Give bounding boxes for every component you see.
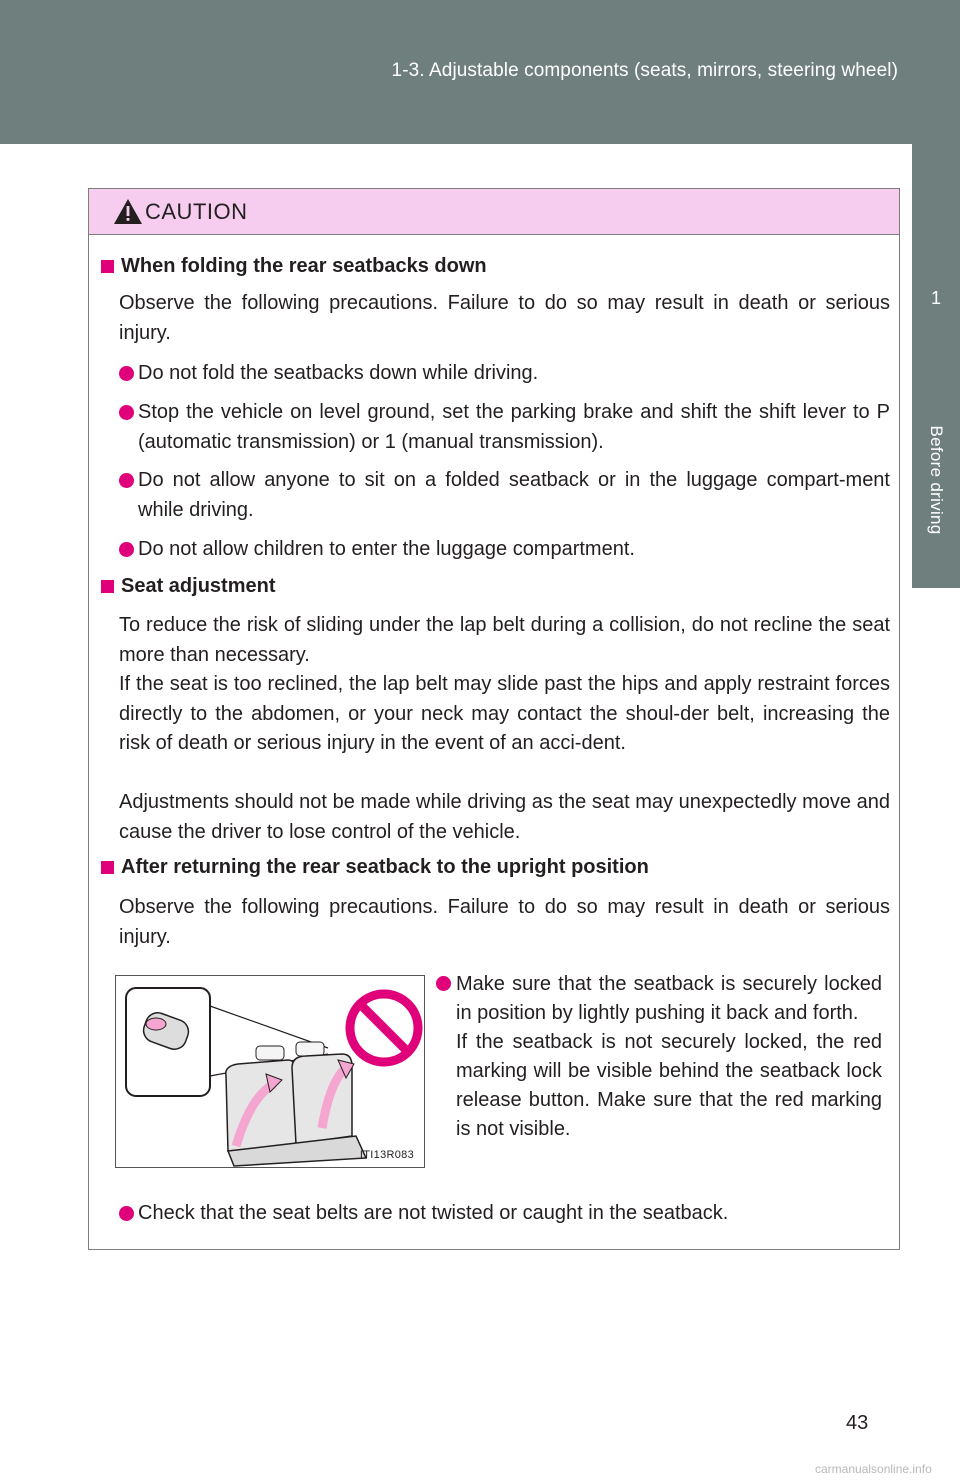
- list-item: Do not fold the seatbacks down while driving.: [119, 359, 890, 389]
- section-heading-folding: When folding the rear seatbacks down: [101, 255, 487, 278]
- bullet-dot-icon: [119, 1206, 134, 1221]
- square-bullet-icon: [101, 861, 114, 874]
- section-heading-seat-adjustment: Seat adjustment: [101, 575, 275, 598]
- bullet-dot-icon: [119, 542, 134, 557]
- warning-triangle-icon: [113, 198, 143, 225]
- list-item: Make sure that the seatback is securely locked in position by lightly pushing it back and forth. If the seatback is not securely locked, the red marking will be visible behind the seatback lock release button. Make sure that the red marking is not visible.: [436, 970, 882, 1144]
- bullet-dot-icon: [119, 366, 134, 381]
- bullet-dot-icon: [436, 976, 451, 991]
- list-item: Check that the seat belts are not twisted or caught in the seatback.: [119, 1199, 890, 1229]
- section-heading-upright: After returning the rear seatback to the upright position: [101, 856, 649, 879]
- seat-adjustment-text-3: Adjustments should not be made while driving as the seat may unexpectedly move and cause the driver to lose control of the vehicle.: [119, 791, 890, 843]
- page-number: 43: [846, 1412, 869, 1434]
- square-bullet-icon: [101, 580, 114, 593]
- seat-adjustment-text-1: To reduce the risk of sliding under the lap belt during a collision, do not recline the seat more than necessary.: [119, 614, 890, 666]
- list-item: Stop the vehicle on level ground, set the parking brake and shift the shift lever to P (automatic transmission) or 1 (manual transmission).: [119, 398, 890, 457]
- side-tab-number: 1: [930, 288, 941, 308]
- watermark: carmanualsonline.info: [815, 1462, 932, 1476]
- seatback-illustration: [115, 975, 425, 1168]
- side-tab-label: Before driving: [927, 425, 946, 535]
- folding-intro: Observe the following precautions. Failure to do so may result in death or serious injury.: [119, 292, 890, 344]
- upright-intro: Observe the following precautions. Failure to do so may result in death or serious injury.: [119, 896, 890, 948]
- square-bullet-icon: [101, 260, 114, 273]
- bullet-dot-icon: [119, 473, 134, 488]
- section-title: 1-3. Adjustable components (seats, mirrors, steering wheel): [391, 60, 898, 81]
- seat-adjustment-text-2: If the seat is too reclined, the lap belt may slide past the hips and apply restraint forces directly to the abdomen, or your neck may contact the shoul-der belt, increasing the risk of death or serious injury in the event of an acci-dent.: [119, 673, 890, 754]
- list-item: Do not allow children to enter the luggage compartment.: [119, 535, 890, 565]
- rear-seat-drawing: [116, 976, 424, 1167]
- figure-caption: ITI13R083: [359, 1149, 414, 1161]
- bullet-dot-icon: [119, 405, 134, 420]
- caution-title: CAUTION: [145, 198, 248, 224]
- list-item: Do not allow anyone to sit on a folded seatback or in the luggage compart-ment while driving.: [119, 466, 890, 525]
- caution-header: [89, 189, 899, 235]
